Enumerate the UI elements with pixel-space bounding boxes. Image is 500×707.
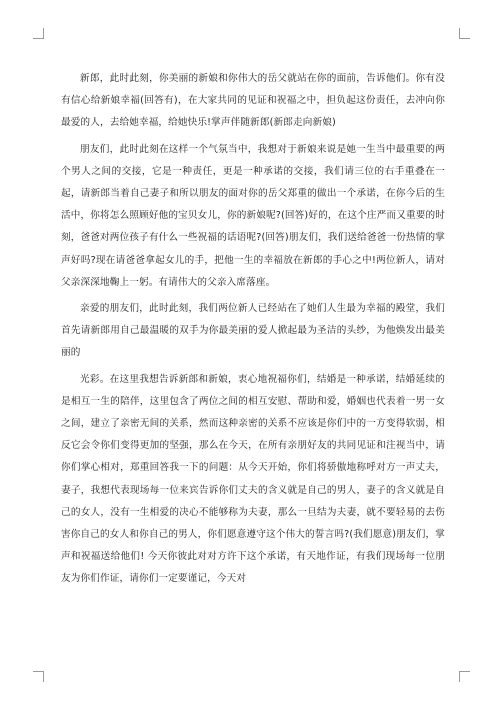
paragraph-father-handover: 朋友们，此时此刻在这样一个气氛当中，我想对于新娘来说是她一生当中最重要的两个男人之间的交接，它是一种责任，更是一种承诺的交接，我们请三位的右手重叠在一起，请新郎当着自己妻子和所以朋友的面对你的岳父郑重的做出一个承诺，在你今后的生活中，你将怎么照顾好他的宝贝女儿，你的新娘呢?(回答)好的，在这个庄严而又重要的时刻，爸爸对两位孩子有什么一些祝福的话语呢?(回答)朋友们，我们送给爸爸一份热情的掌声好吗?现在请爸爸拿起女儿的手，把他一生的幸福放在新郎的手心之中!两位新人，请对父亲深深地鞠上一躬。有请伟大的父亲入席落座。 [61, 143, 445, 288]
crop-mark-top-right [459, 28, 470, 39]
paragraph-unveiling: 亲爱的朋友们，此时此刻，我们两位新人已经站在了她们人生最为幸福的殿堂，我们首先请新郎用自己最温暖的双手为你最美丽的爱人掀起最为圣洁的头纱，为他焕发出最美丽的 [61, 303, 445, 359]
crop-mark-top-left [33, 28, 44, 39]
document-body [61, 68, 445, 591]
paragraph-groom-address: 新郎，此时此刻，你美丽的新娘和你伟大的岳父就站在你的面前，告诉他们。你有没有信心给新娘幸福(回答有)，在大家共同的见证和祝福之中，担负起这份责任，去冲向你最爱的人，去给她幸福，给她快乐!掌声伴随新郎(新郎走向新娘) [61, 73, 445, 129]
paragraph-vows: 光彩。在这里我想告诉新郎和新娘，衷心地祝福你们，结婚是一种承诺，结婚延续的是相互一生的陪伴，这里包含了两位之间的相互安慰、帮助和爱，婚姻也代表着一男一女之间，建立了亲密无间的关系，然而这种亲密的关系不应该是你们中的一方变得软弱，相反它会令你们变得更加的坚强，那么在今天，在所有亲朋好友的共同见证和注视当中，请你们掌心相对，郑重回答我一下的问题：从今天开始，你们将骄傲地称呼对方一声丈夫，妻子，我想代表现场每一位来宾告诉你们丈夫的含义就是自己的男人，妻子的含义就是自己的女人，没有一生相爱的决心不能够称为夫妻，那么一旦结为夫妻，就不要轻易的去伤害你自己的女人和你自己的男人，你们愿意遵守这个伟大的誓言吗?(我们愿意)朋友们，掌声和祝福送给他们! 今天你彼此对对方许下这个承诺，有天地作证，有我们现场每一位朋友为你们作证，请你们一定要谨记，今天对 [61, 373, 445, 585]
crop-mark-bottom-right [459, 671, 470, 682]
crop-mark-bottom-left [33, 671, 44, 682]
